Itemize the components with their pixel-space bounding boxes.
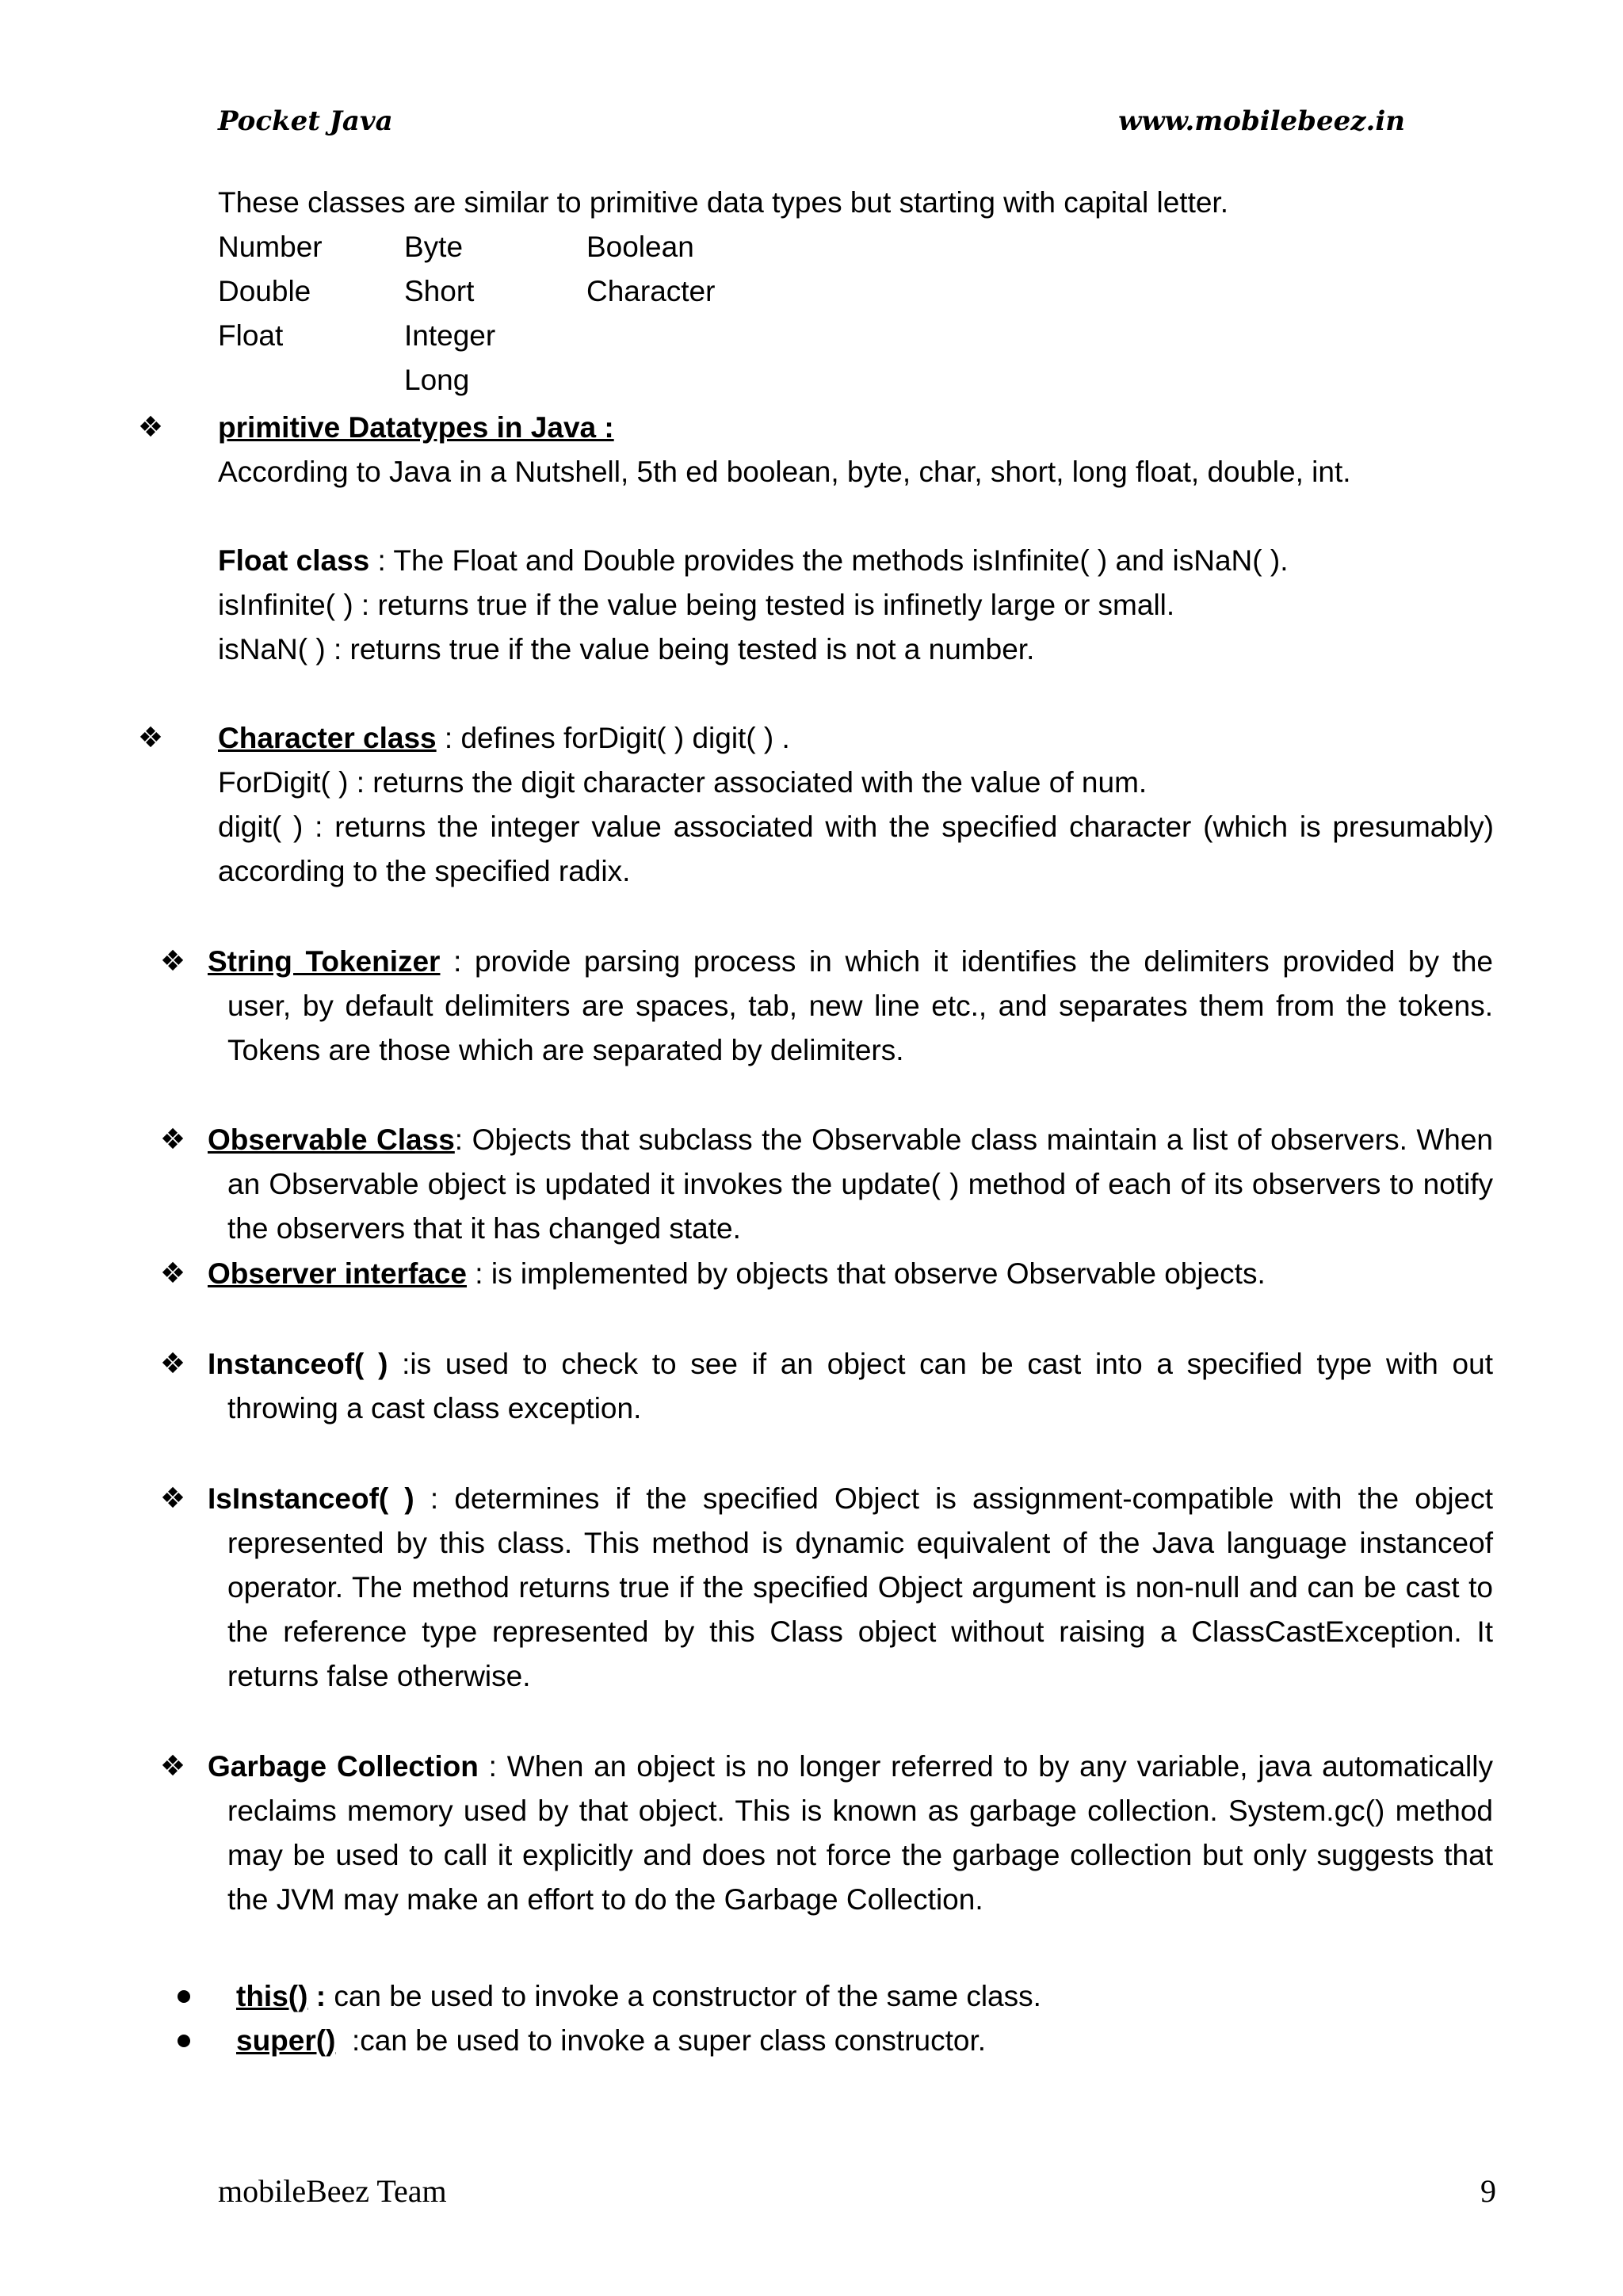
item-heading: super(): [236, 2024, 336, 2057]
diamond-bullet-icon: ❖: [159, 1482, 186, 1515]
page-header: [218, 101, 1405, 141]
section-heading: Garbage Collection: [208, 1750, 479, 1783]
section-heading: IsInstanceof( ): [208, 1482, 414, 1515]
wrapper-class-cell: Boolean: [586, 231, 694, 263]
page-footer: [218, 2169, 1496, 2214]
wrapper-class-cell: Integer: [404, 319, 496, 352]
section-text: : provide parsing process in which it identifies the delimiters provided by the user, by default delimiters are spaces, tab, new line etc., and separates them from the tokens. Tokens are those which are separated by delimiters.: [227, 945, 1493, 1066]
section-heading: Instanceof( ): [208, 1348, 388, 1380]
section-line: digit( ) : returns the integer value associated with the specified character (which is presumably) according to the specified radix.: [218, 810, 1494, 887]
section-line: ForDigit( ) : returns the digit character associated with the value of num.: [218, 766, 1148, 799]
isinstanceof-section: [208, 1477, 1493, 1699]
section-heading: Float class: [218, 544, 370, 577]
diamond-bullet-icon: ❖: [159, 1257, 186, 1290]
section-heading: primitive Datatypes in Java :: [218, 411, 614, 444]
diamond-bullet-icon: ❖: [137, 722, 164, 754]
primitive-datatypes-section: [218, 406, 1494, 494]
item-text: can be used to invoke a constructor of the same class.: [334, 1980, 1041, 2012]
wrapper-class-cell: [586, 358, 824, 402]
item-heading: this(): [236, 1980, 308, 2012]
wrapper-class-cell: Character: [586, 275, 716, 307]
item-text: :can be used to invoke a super class constructor.: [335, 2024, 987, 2057]
character-class-section: [218, 716, 1494, 894]
item-separator: :: [307, 1980, 334, 2012]
instanceof-section: [208, 1342, 1493, 1431]
super-item: [236, 2019, 1488, 2063]
wrapper-class-cell: Short: [404, 275, 475, 307]
section-text: : defines forDigit( ) digit( ) .: [436, 722, 790, 754]
wrapper-class-cell: Long: [404, 364, 470, 396]
diamond-bullet-icon: ❖: [137, 411, 164, 444]
wrapper-class-cell: Byte: [404, 231, 464, 263]
diamond-bullet-icon: ❖: [159, 1348, 186, 1380]
diamond-bullet-icon: ❖: [159, 945, 186, 978]
round-bullet-icon: [178, 2035, 190, 2047]
observable-class-section: [208, 1118, 1493, 1251]
diamond-bullet-icon: ❖: [159, 1750, 186, 1783]
section-text: : determines if the specified Object is assignment-compatible with the object represented by this class. This method is dynamic equivalent of the Java language instanceof operator. The method returns true if the specified Object argument is non-null and can be cast to the reference type represented by this Class object without raising a ClassCastException. It returns false otherwise.: [227, 1482, 1493, 1692]
header-website: www.mobilebeez.in: [1118, 105, 1405, 137]
section-text: : is implemented by objects that observe Observable objects.: [467, 1257, 1266, 1290]
garbage-collection-section: [208, 1745, 1493, 1922]
wrapper-class-cell: Number: [218, 231, 323, 263]
wrapper-class-cell: Double: [218, 275, 311, 307]
section-text: :is used to check to see if an object can be cast into a specified type with out throwing a cast class exception.: [227, 1348, 1493, 1425]
string-tokenizer-section: [208, 940, 1493, 1073]
round-bullet-icon: [178, 1990, 190, 2003]
intro-text: These classes are similar to primitive data types but starting with capital letter.: [218, 186, 1228, 219]
wrapper-class-list: [218, 225, 1407, 402]
page-number: 9: [1480, 2173, 1496, 2209]
section-heading: Observable Class: [208, 1123, 455, 1156]
section-text: : Objects that subclass the Observable class maintain a list of observers. When an Observable object is updated it invokes the update( ) method of each of its observers to notify the observers that it has changed state.: [227, 1123, 1494, 1245]
float-class-section: [218, 539, 1494, 672]
wrapper-class-cell: Float: [218, 319, 284, 352]
section-line: isNaN( ) : returns true if the value being tested is not a number.: [218, 633, 1035, 666]
this-item: [236, 1974, 1488, 2019]
diamond-bullet-icon: ❖: [159, 1123, 186, 1156]
section-text: According to Java in a Nutshell, 5th ed boolean, byte, char, short, long float, double, int.: [218, 456, 1351, 488]
section-line: isInfinite( ) : returns true if the value being tested is infinetly large or small.: [218, 589, 1175, 621]
section-text: : When an object is no longer referred to by any variable, java automatically reclaims memory used by that object. This is known as garbage collection. System.gc() method may be used to call it explicitly and does not force the garbage collection but only suggests that the JVM may make an effort to do the Garbage Collection.: [227, 1750, 1494, 1916]
wrapper-classes-intro: [218, 181, 1407, 402]
header-title: Pocket Java: [218, 105, 393, 137]
wrapper-class-cell: [586, 314, 824, 358]
section-heading: Observer interface: [208, 1257, 468, 1290]
section-heading: Character class: [218, 722, 437, 754]
section-text: : The Float and Double provides the methods isInfinite( ) and isNaN( ).: [369, 544, 1289, 577]
observer-interface-section: [208, 1252, 1493, 1296]
wrapper-class-cell: [218, 358, 404, 402]
footer-team: mobileBeez Team: [218, 2173, 447, 2209]
section-heading: String Tokenizer: [208, 945, 441, 978]
